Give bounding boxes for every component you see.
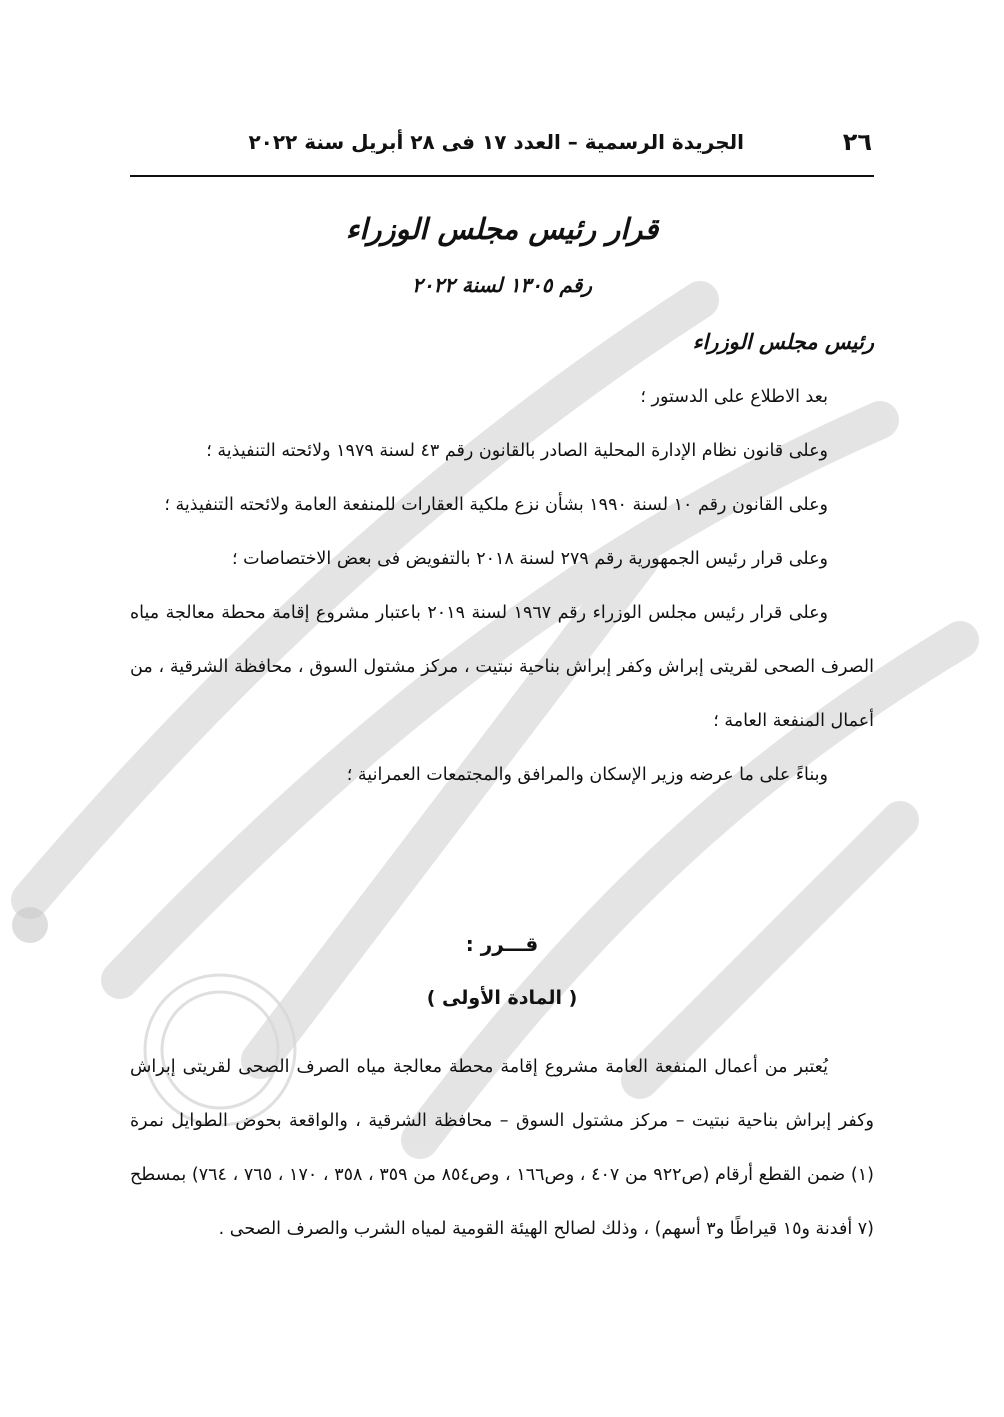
article-body <box>130 1040 874 1256</box>
gazette-issue-line: الجريدة الرسمية – العدد ١٧ فى ٢٨ أبريل سنة ٢٠٢٢ <box>248 130 744 154</box>
issuing-authority: رئيس مجلس الوزراء <box>692 330 874 354</box>
article-title: ( المادة الأولى ) <box>426 987 578 1009</box>
article-paragraph: يُعتبر من أعمال المنفعة العامة مشروع إقامة محطة معالجة مياه الصرف الصحى لقريتى إبراش وكفر إبراش بناحية نبتيت – مركز مشتول السوق – محافظة الشرقية ، والواقعة بحوض الطوايل نمرة (١) ضمن القطع أرقام (ص٩٢٢ من ٤٠٧ ، وص١٦٦ ، وص٨٥٤ من ٣٥٩ ، ٣٥٨ ، ١٧٠ ، ٧٦٥ ، ٧٦٤) بمسطح (٧ أفدنة و١٥ قيراطًا و٣ أسهم) ، وذلك لصالح الهيئة القومية لمياه الشرب والصرف الصحى . <box>130 1057 874 1239</box>
page-number: ٢٦ <box>842 128 872 156</box>
page-header <box>130 128 874 168</box>
decree-title: قرار رئيس مجلس الوزراء <box>345 212 659 246</box>
preamble-paragraph: وعلى قرار رئيس مجلس الوزراء رقم ١٩٦٧ لسنة ٢٠١٩ باعتبار مشروع إقامة محطة معالجة مياه الصرف الصحى لقريتى إبراش وكفر إبراش بناحية نبتيت ، مركز مشتول السوق ، محافظة الشرقية ، من أعمال المنفعة العامة ؛ <box>130 603 874 731</box>
preamble <box>130 370 874 802</box>
preamble-paragraph: بعد الاطلاع على الدستور ؛ <box>640 387 828 407</box>
preamble-paragraph: وبناءً على ما عرضه وزير الإسكان والمرافق والمجتمعات العمرانية ؛ <box>346 765 828 785</box>
preamble-paragraph: وعلى قانون نظام الإدارة المحلية الصادر بالقانون رقم ٤٣ لسنة ١٩٧٩ ولائحته التنفيذية ؛ <box>206 441 828 461</box>
decree-number: رقم ١٣٠٥ لسنة ٢٠٢٢ <box>411 273 593 297</box>
preamble-paragraph: وعلى قرار رئيس الجمهورية رقم ٢٧٩ لسنة ٢٠١٨ بالتفويض فى بعض الاختصاصات ؛ <box>232 549 828 569</box>
header-divider <box>130 175 874 177</box>
decision-label: قـــرر : <box>465 932 539 956</box>
preamble-paragraph: وعلى القانون رقم ١٠ لسنة ١٩٩٠ بشأن نزع ملكية العقارات للمنفعة العامة ولائحته التنفيذية ؛ <box>164 495 828 515</box>
